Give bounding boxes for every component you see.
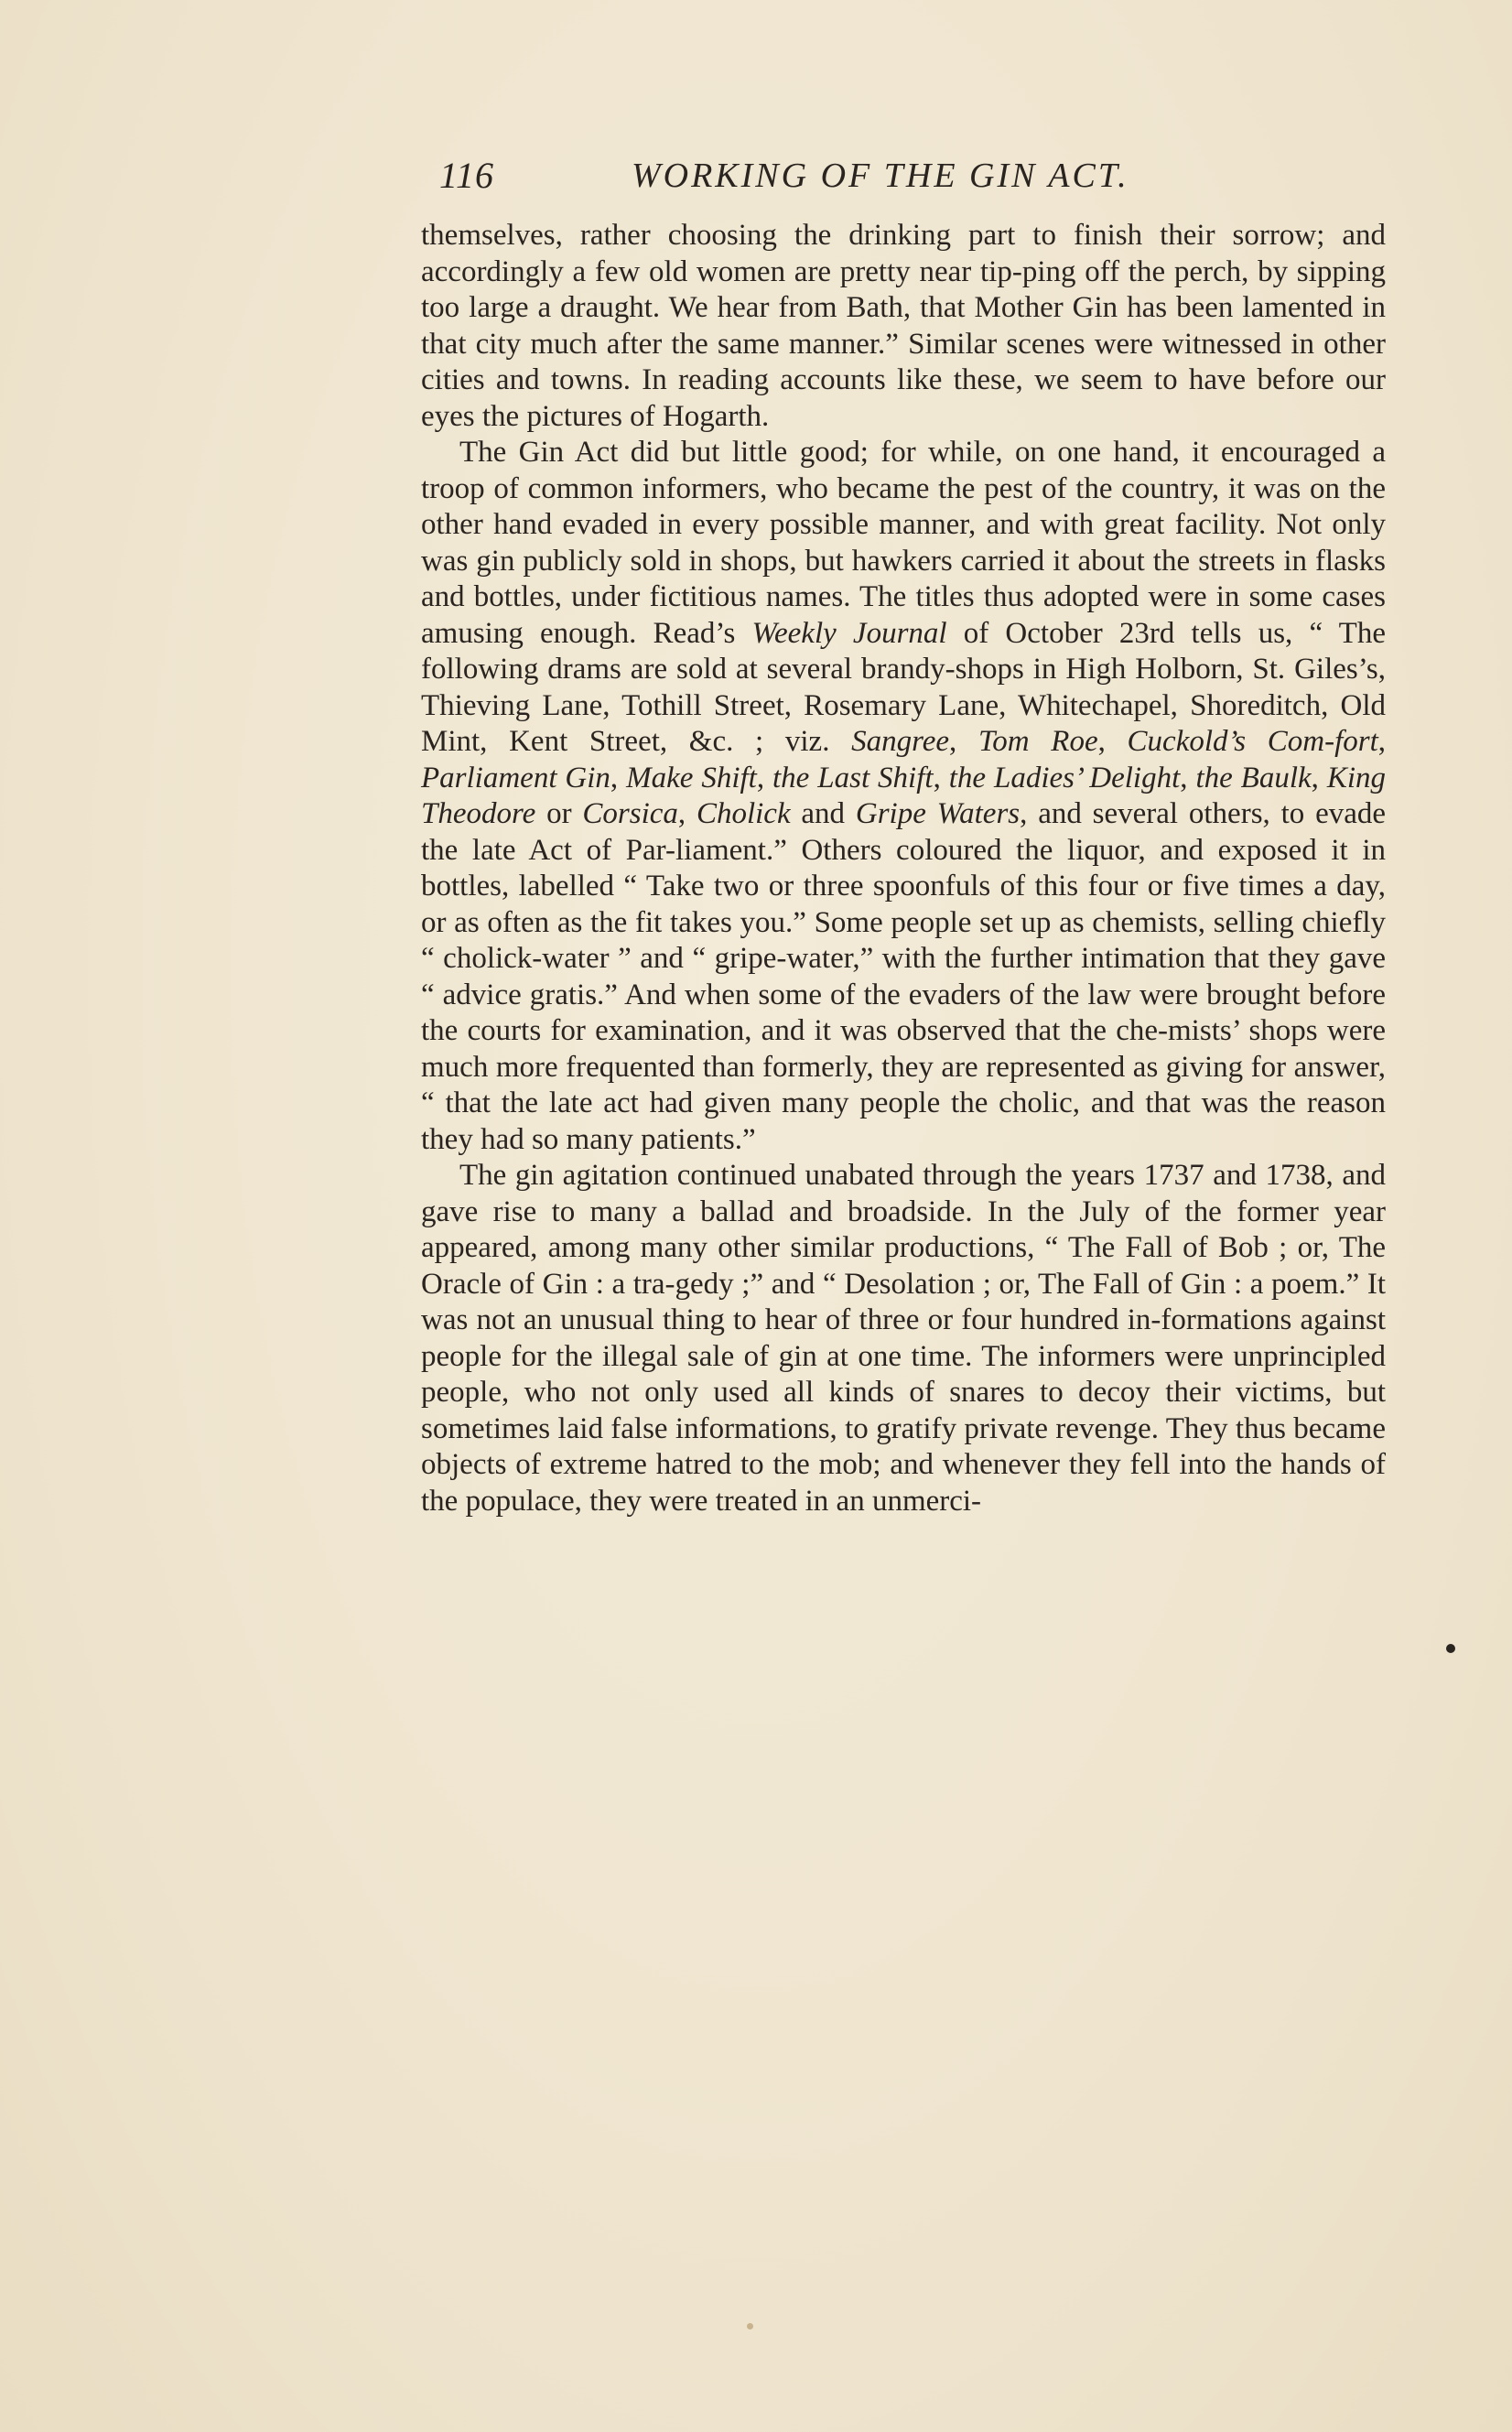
text-run: , <box>1311 761 1327 794</box>
italic-text: Tom Roe <box>977 725 1098 758</box>
text-run: , <box>756 761 773 794</box>
italic-text: the Ladies’ Delight <box>948 761 1181 794</box>
text-run: , <box>1377 725 1387 758</box>
paragraph <box>421 435 1386 1158</box>
italic-text: the Baulk <box>1195 761 1312 794</box>
text-run: or <box>535 797 583 830</box>
page-number: 116 <box>439 155 495 196</box>
text-run: , <box>1180 761 1196 794</box>
text-run: , <box>677 797 697 830</box>
running-title: WORKING OF THE GIN ACT. <box>632 157 1129 195</box>
italic-text: Corsica <box>582 797 678 830</box>
italic-text: Gripe Waters <box>855 797 1021 830</box>
paragraph <box>421 218 1386 435</box>
italic-text: Parliament Gin <box>421 761 610 794</box>
text-run: of October 23rd tells us, “ The following drams are sold at several brandy-shops in High Holborn, St. Giles’s, Thieving Lane, Tothill Street, Rosemary Lane, Whitechapel, Shoreditch, Old Mint, Kent Street, &c. ; viz. <box>421 616 1386 758</box>
body-text <box>421 218 1386 1519</box>
text-run: , <box>933 761 949 794</box>
italic-text: Make Shift <box>626 761 757 794</box>
text-run: , <box>610 761 627 794</box>
italic-text: Weekly Journal <box>751 616 947 650</box>
italic-text: King Theodore <box>421 761 1387 830</box>
text-run: , <box>1097 725 1128 758</box>
text-run: The gin agitation continued unabated through the years 1737 and 1738, and gave rise to many a ballad and broadside. In the July of the former year appeared, among many other similar productions, “ The Fall of Bob ; or, The Oracle of Gin : a tra-gedy ;” and “ Desolation ; or, The Fall of Gin : a poem.” It was not an unusual thing to hear of three or four hundred in-formations against people for the illegal sale of gin at one time. The informers were unprincipled people, who not only used all kinds of snares to decoy their victims, but sometimes laid false informations, to gratify private revenge. They thus became objects of extreme hatred to the mob; and whenever they fell into the hands of the populace, they were treated in an unmerci- <box>421 1159 1386 1518</box>
italic-text: the Last Shift <box>772 761 934 794</box>
page-header <box>430 154 1382 209</box>
margin-mark <box>1446 1644 1455 1653</box>
paragraph <box>421 1158 1386 1519</box>
italic-text: Sangree <box>851 725 950 758</box>
paper-speck <box>747 2323 753 2329</box>
text-run: , <box>949 725 978 758</box>
text-run: themselves, rather choosing the drinking part to finish their sorrow; and accordingly a few old women are pretty near tip-ping off the perch, by sipping too large a draught. We hear from Bath, that Mother Gin has been lamented in that city much after the same manner.” Similar scenes were witnessed in other cities and towns. In reading accounts like these, we seem to have before our eyes the pictures of Hogarth. <box>421 219 1386 433</box>
text-run: , and several others, to evade the late Act of Par-liament.” Others coloured the liquor, and exposed it in bottles, labelled “ Take two or three spoonfuls of this four or five times a day, or as often as the fit takes you.” Some people set up as chemists, selling chiefly “ cholick-water ” and “ gripe-water,” with the further intimation that they gave “ advice gratis.” And when some of the evaders of the law were brought before the courts for examination, and it was observed that the che-mists’ shops were much more frequented than formerly, they are represented as giving for answer, “ that the late act had given many people the cholic, and that was the reason they had so many patients.” <box>421 797 1387 1156</box>
italic-text: Cuckold’s Com-fort <box>1127 725 1378 758</box>
text-run: and <box>790 797 856 830</box>
italic-text: Cholick <box>696 797 791 830</box>
text-run: The Gin Act did but little good; for while, on one hand, it encouraged a troop of common informers, who became the pest of the country, it was on the other hand evaded in every possible manner, and with great facility. Not only was gin publicly sold in shops, but hawkers carried it about the streets in flasks and bottles, under fictitious names. The titles thus adopted were in some cases amusing enough. Read’s <box>421 436 1386 650</box>
